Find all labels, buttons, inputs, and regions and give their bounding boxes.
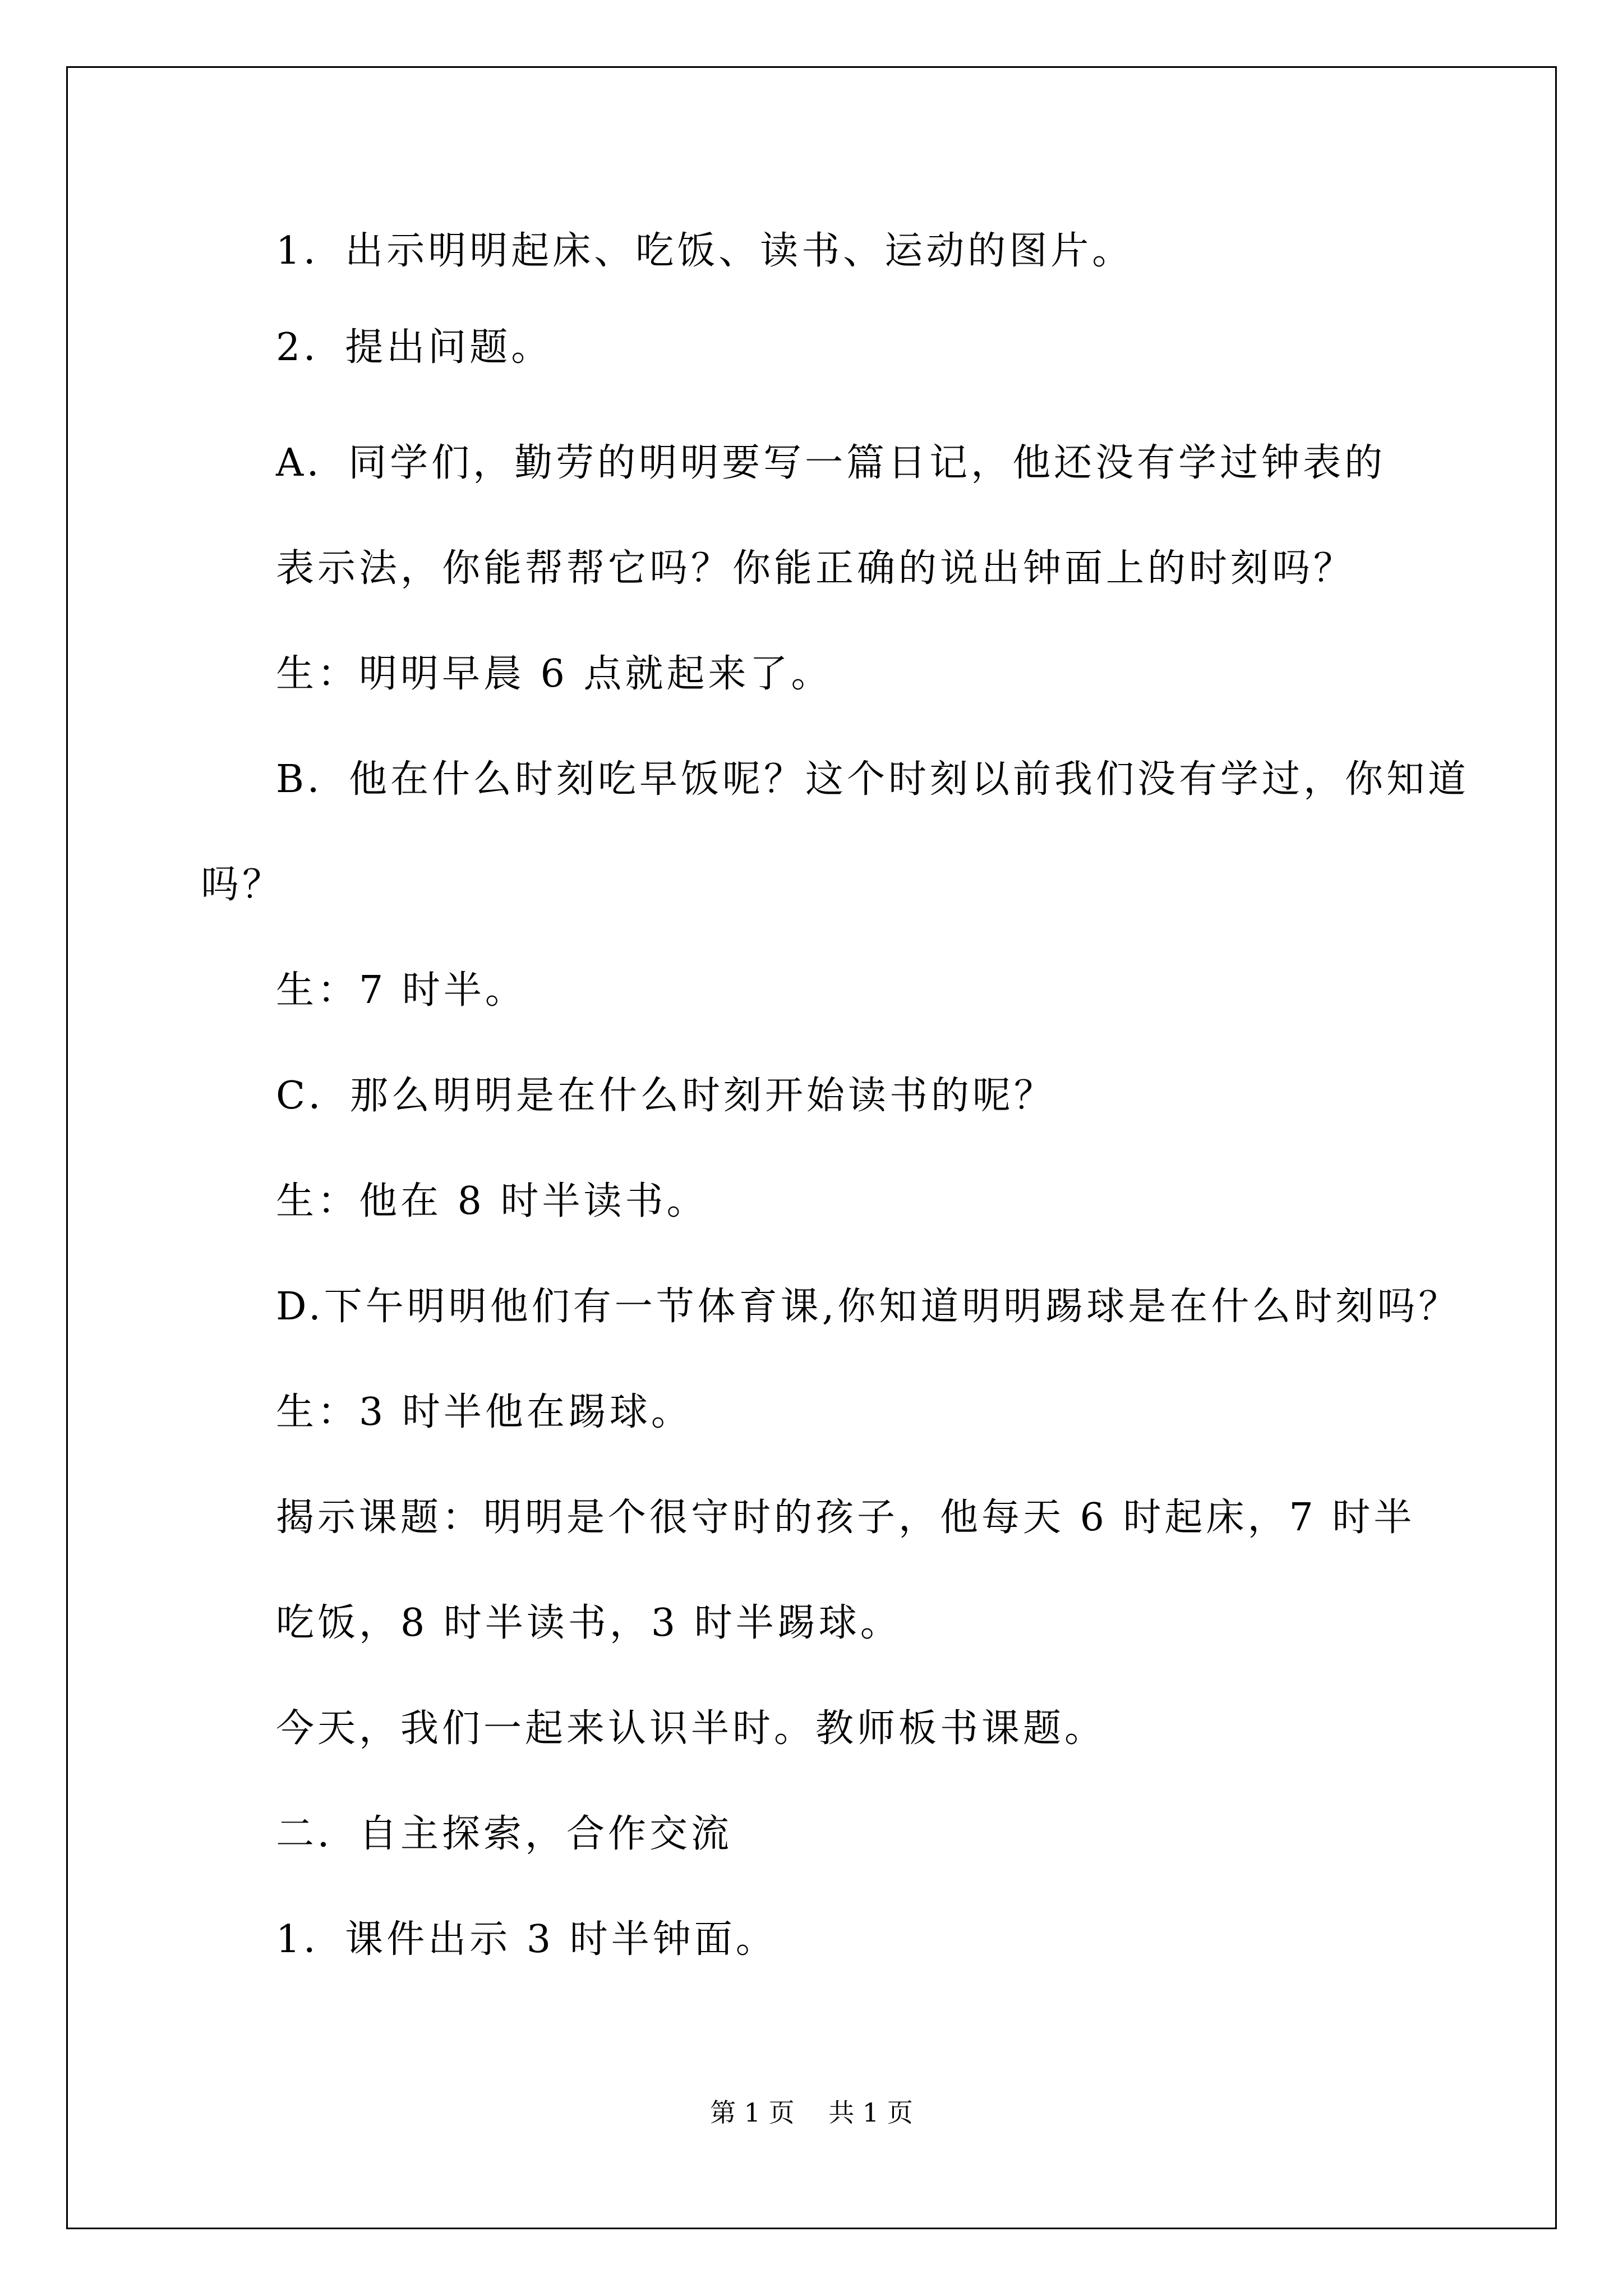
text-line-10: 生：他在 8 时半读书。 xyxy=(276,1179,708,1223)
page-number-footer: 第 1 页 共 1 页 xyxy=(710,2097,913,2128)
text-line-1: 1．出示明明起床、吃饭、读书、运动的图片。 xyxy=(276,229,1134,273)
page-border xyxy=(66,66,1557,2229)
text-line-9: C．那么明明是在什么时刻开始读书的呢？ xyxy=(276,1074,1056,1118)
text-line-16: 二．自主探索，合作交流 xyxy=(276,1812,733,1856)
text-line-14: 吃饭，8 时半读书，3 时半踢球。 xyxy=(276,1601,902,1645)
text-line-12: 生：3 时半他在踢球。 xyxy=(276,1390,693,1434)
text-line-2: 2．提出问题。 xyxy=(276,325,553,370)
text-line-15: 今天，我们一起来认识半时。教师板书课题。 xyxy=(276,1706,1106,1751)
text-line-6: B．他在什么时刻吃早饭呢？这个时刻以前我们没有学过，你知道 xyxy=(276,757,1469,802)
text-line-3: A．同学们，勤劳的明明要写一篇日记，他还没有学过钟表的 xyxy=(276,441,1386,485)
text-line-7: 吗？ xyxy=(201,863,284,907)
text-line-17: 1．课件出示 3 时半钟面。 xyxy=(276,1917,777,1962)
text-line-8: 生：7 时半。 xyxy=(276,968,527,1013)
text-line-11: D.下午明明他们有一节体育课,你知道明明踢球是在什么时刻吗？ xyxy=(276,1285,1460,1329)
text-line-13: 揭示课题：明明是个很守时的孩子，他每天 6 时起床，7 时半 xyxy=(276,1496,1415,1540)
text-line-4: 表示法，你能帮帮它吗？你能正确的说出钟面上的时刻吗？ xyxy=(276,546,1355,591)
text-line-5: 生：明明早晨 6 点就起来了。 xyxy=(276,652,833,696)
